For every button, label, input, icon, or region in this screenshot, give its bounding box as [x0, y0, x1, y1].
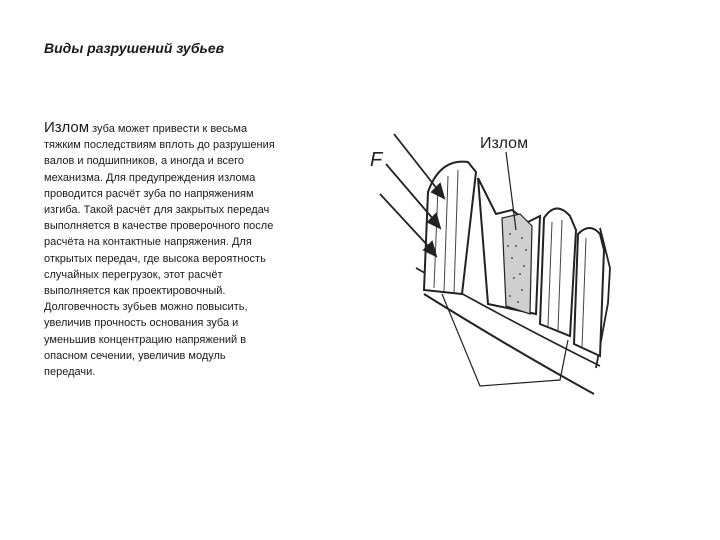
- gear-tooth-4: [574, 228, 604, 356]
- tooth-fracture-figure: [364, 118, 620, 408]
- body-text: [44, 120, 276, 380]
- force-label: F: [370, 149, 383, 171]
- fracture-label: Излом: [480, 135, 529, 152]
- slide-title: Виды разрушений зубьев: [44, 40, 225, 56]
- gear-tooth-drawing: [364, 118, 620, 408]
- fracture-surface: [502, 214, 532, 314]
- paragraph-fracture: [44, 120, 276, 299]
- paragraph-durability: Долговечность зубьев можно повысить, увеличив прочность основания зуба и уменьшив концентрацию напряжений в опасном сечении, увеличив модуль передачи.: [44, 301, 248, 379]
- lead-word: Излом: [44, 119, 90, 136]
- paragraph-fracture-text: зуба может привести к весьма тяжким последствиям вплоть до разрушения валов и подшипников, а иногда и всего механизма. Для предупреждения излома проводится расчёт зуба по напряжениям изгиба. Такой расчёт для закрытых передач выполняется в качестве проверочного после расчёта на контактные напряжения. Для открытых передач, где высока вероятность случайных перегрузок, этот расчёт выполняется как проектировочный.: [44, 123, 275, 298]
